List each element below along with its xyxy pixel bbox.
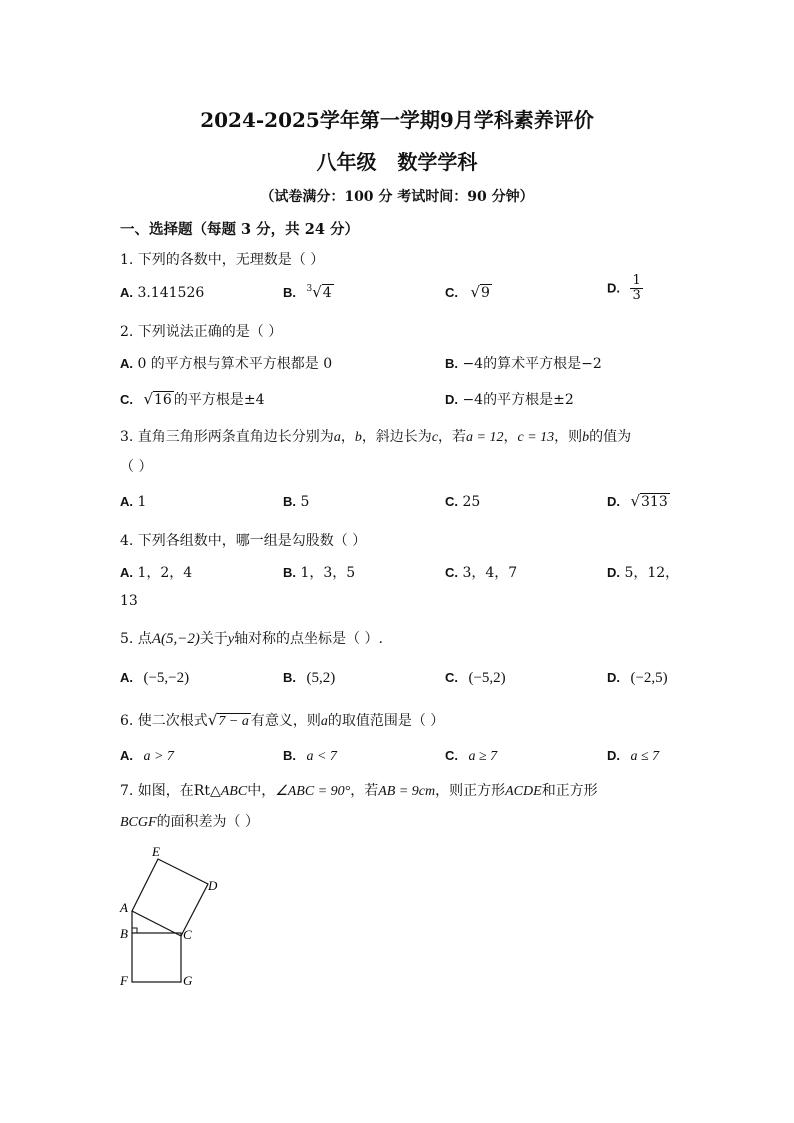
- q5-stem: [120, 628, 383, 648]
- q5-option-a: [120, 670, 189, 687]
- stem-text: ，斜边长为: [361, 429, 432, 445]
- paper-subtitle: 八年级 数学学科: [316, 150, 478, 174]
- option-text: 0 的平方根与算术平方根都是 0: [137, 356, 333, 372]
- option-label: A.: [120, 356, 133, 371]
- q3-option-d: D. √313: [607, 492, 668, 510]
- option-label: B.: [283, 748, 296, 763]
- stem-text: ，若: [438, 429, 467, 445]
- q3-option-a: [120, 494, 146, 510]
- q4-option-a: [120, 562, 192, 582]
- q4-option-d: [607, 562, 679, 582]
- option-label: D.: [607, 280, 620, 296]
- option-label: C.: [120, 392, 133, 407]
- q1-option-d: [607, 274, 643, 303]
- q6-stem: 6. 使二次根式√7 − a 有意义，则a的取值范围是（ ）: [120, 711, 445, 729]
- stem-text: 和正方形: [541, 783, 598, 799]
- stem-text: ，若: [350, 783, 379, 799]
- square-acde: [132, 859, 208, 936]
- q2-option-a: [120, 353, 332, 373]
- stem-text: 的值为: [589, 429, 632, 445]
- q4-option-b: [283, 562, 355, 582]
- math-var: ACDE: [505, 784, 542, 799]
- option-label: C.: [445, 494, 458, 509]
- stem-text: 的面积差为（ ）: [156, 814, 260, 830]
- math-var: BCGF: [120, 815, 157, 830]
- option-value: a ≤ 7: [630, 749, 660, 764]
- option-label: D.: [607, 494, 620, 509]
- math-var: a: [333, 430, 341, 445]
- math-var: ABC: [220, 784, 248, 799]
- option-label: A.: [120, 748, 133, 763]
- math-expr: ∠ABC = 90°: [275, 784, 351, 799]
- label-f: F: [120, 973, 128, 988]
- q7-stem: [120, 780, 598, 800]
- label-d: D: [208, 878, 218, 893]
- radicand: 9: [481, 285, 490, 301]
- fraction-denominator: 3: [632, 288, 641, 303]
- stem-text: 的取值范围是（ ）: [327, 713, 445, 729]
- label-a: A: [120, 900, 128, 915]
- q6-option-c: [445, 748, 497, 765]
- stem-text: 6. 使二次根式: [120, 713, 208, 729]
- option-label: A.: [120, 494, 133, 509]
- option-value: 3.141526: [137, 285, 205, 301]
- math-var: c: [431, 430, 439, 445]
- option-label: D.: [607, 565, 620, 580]
- option-value: 1，2，4: [137, 565, 193, 581]
- q5-option-b: [283, 670, 335, 687]
- q4-option-d-cont: 13: [120, 593, 138, 609]
- q7-geometry-figure: [112, 840, 232, 1000]
- option-label: C.: [445, 285, 458, 300]
- label-c: C: [183, 927, 192, 942]
- option-label: C.: [445, 565, 458, 580]
- q3-stem: [120, 426, 631, 446]
- math-var: a: [320, 714, 328, 729]
- q7-stem-cont: [120, 811, 259, 831]
- option-label: B.: [283, 494, 296, 509]
- q1-option-b: B. $^3$√4: [283, 283, 332, 301]
- stem-text: ，: [340, 429, 355, 445]
- option-value: a ≥ 7: [468, 749, 498, 764]
- stem-text: 中，: [247, 783, 276, 799]
- option-text: 的平方根是±4: [173, 392, 265, 408]
- option-value: 5，12，: [624, 565, 680, 581]
- stem-text: 有意义，则: [250, 713, 321, 729]
- q2-option-c: C. √16 的平方根是±4: [120, 390, 265, 408]
- paper-meta: （试卷满分：100 分 考试时间：90 分钟）: [260, 189, 534, 205]
- q1-option-a: [120, 285, 204, 301]
- option-value: 1: [137, 494, 147, 510]
- option-value: 1，3，5: [300, 565, 356, 581]
- option-value: a < 7: [306, 749, 337, 764]
- q5-option-d: [607, 670, 668, 687]
- radicand: 313: [641, 494, 668, 510]
- q1-option-c: C. √9: [445, 283, 490, 301]
- option-label: D.: [607, 748, 620, 763]
- option-value: 25: [462, 494, 481, 510]
- option-label: B.: [283, 565, 296, 580]
- math-var: b: [582, 430, 590, 445]
- option-label: A.: [120, 285, 133, 300]
- option-label: A.: [120, 565, 133, 580]
- fraction-numerator: 1: [632, 273, 641, 288]
- stem-text: ，: [503, 429, 518, 445]
- q3-option-b: [283, 494, 309, 510]
- option-text: −4的算术平方根是−2: [462, 356, 602, 372]
- option-label: D.: [445, 392, 458, 407]
- option-label: D.: [607, 670, 620, 685]
- radical-index: 3: [306, 284, 313, 295]
- option-text: −4的平方根是±2: [462, 392, 574, 408]
- option-label: B.: [283, 670, 296, 685]
- q6-option-a: [120, 748, 174, 765]
- stem-text: 7. 如图，在Rt△: [120, 783, 221, 799]
- math-point: A(5,−2): [151, 631, 200, 647]
- q6-option-b: [283, 748, 337, 765]
- right-angle-mark: [132, 928, 137, 933]
- option-value: a > 7: [143, 749, 174, 764]
- q2-option-d: [445, 389, 574, 409]
- stem-text: 关于: [199, 631, 228, 647]
- math-expr: a = 12: [466, 430, 504, 445]
- math-var: b: [354, 430, 362, 445]
- q3-option-c: [445, 494, 480, 510]
- option-label: B.: [445, 356, 458, 371]
- q2-stem: 2. 下列说法正确的是（ ）: [120, 324, 283, 340]
- option-value: (−2,5): [630, 670, 668, 686]
- radicand: 4: [322, 285, 332, 301]
- q5-option-c: [445, 670, 506, 687]
- q4-option-c: [445, 562, 517, 582]
- q2-option-b: [445, 353, 602, 373]
- q4-stem: 4. 下列各组数中，哪一组是勾股数（ ）: [120, 533, 367, 549]
- paper-title: 2024-2025学年第一学期9月学科素养评价: [200, 108, 594, 132]
- option-label: B.: [283, 285, 296, 300]
- option-value: (−5,−2): [143, 670, 190, 686]
- math-var: y: [227, 632, 235, 647]
- q1-stem: 1. 下列的各数中，无理数是（ ）: [120, 252, 325, 268]
- radicand: 16: [154, 392, 172, 408]
- stem-text: 轴对称的点坐标是（ ）.: [234, 631, 383, 647]
- stem-text: 5. 点: [120, 631, 152, 647]
- label-b: B: [120, 926, 128, 941]
- label-g: G: [183, 973, 193, 988]
- radicand: 7 − a: [218, 714, 249, 729]
- stem-text: ，则: [554, 429, 583, 445]
- label-e: E: [152, 844, 160, 859]
- q6-option-d: [607, 748, 659, 765]
- stem-text: ，则正方形: [435, 783, 506, 799]
- option-value: 3，4，7: [462, 565, 518, 581]
- section-heading: 一、选择题（每题 3 分，共 24 分）: [120, 221, 359, 238]
- option-value: 5: [300, 494, 310, 510]
- option-label: C.: [445, 670, 458, 685]
- option-value: (−5,2): [468, 670, 506, 686]
- q3-stem-cont: （ ）: [120, 459, 153, 475]
- option-value: (5,2): [306, 670, 336, 686]
- option-label: C.: [445, 748, 458, 763]
- math-expr: AB = 9cm: [378, 784, 436, 799]
- option-label: A.: [120, 670, 133, 685]
- math-expr: c = 13: [517, 430, 555, 445]
- stem-text: 3. 直角三角形两条直角边长分别为: [120, 429, 334, 445]
- square-bcgf: [132, 933, 181, 982]
